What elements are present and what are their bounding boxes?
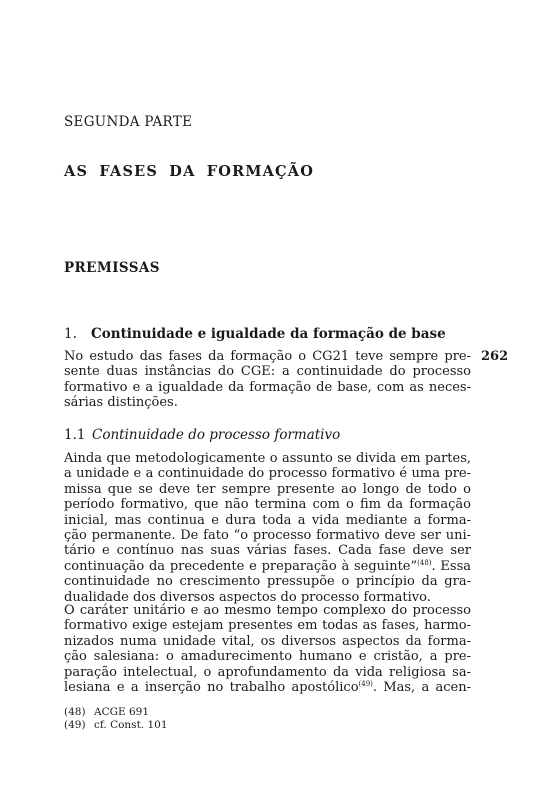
text-line: O caráter unitário e ao mesmo tempo complexo do processo [64,603,471,618]
text-line: Ainda que metodologicamente o assunto se divida em partes, [64,451,471,466]
heading-1 [64,326,446,342]
text-line: sárias distinções. [64,395,178,411]
part-label: SEGUNDA PARTE [64,114,193,130]
text-line: dualidade dos diversos aspectos do processo formativo. [64,589,431,605]
heading-1-1-title: Continuidade do processo formativo [92,427,341,443]
text-line: período formativo, que não termina com o fim da formação [64,497,471,513]
text-line: continuidade no crescimento pressupõe o princípio da gra- [64,574,471,590]
text-line-part: . Essa [431,558,471,574]
heading-1-1 [64,427,340,443]
text-line: No estudo das fases da formação o CG21 teve sempre pre- [64,349,471,364]
paragraph-3 [64,603,471,695]
text-line: sente duas instâncias do CGE: a continuidade do processo [64,364,471,380]
footnote-text: ACGE 691 [94,706,150,718]
text-line: ção salesiana: o amadurecimento humano e cristão, a pre- [64,649,471,665]
footnote-ref-49: (49) [358,679,373,688]
footnote-49 [64,719,168,732]
heading-1-1-number: 1.1 [64,427,86,443]
text-line: a unidade e a continuidade do processo formativo é uma pre- [64,466,471,482]
text-line-part: lesiana e a inserção no trabalho apostólico [64,679,359,695]
paragraph-2 [64,451,471,605]
footnote-ref-48: (48) [417,558,432,567]
text-line-part: . Mas, a acen- [372,679,471,695]
footnote-48 [64,706,149,719]
footnote-number: (49) [64,719,86,731]
text-line [64,559,471,574]
heading-1-number: 1. [64,326,77,342]
text-line-part: continuação da precedente e preparação à seguinte” [64,558,418,574]
margin-number: 262 [481,349,509,364]
section-title: AS FASES DA FORMAÇÃO [64,163,315,180]
text-line: tário e contínuo nas suas várias fases. Cada fase deve ser [64,543,471,559]
text-line: ção permanente. De fato “o processo formativo deve ser uni- [64,527,471,543]
text-line: missa que se deve ter sempre presente ao longo de todo o [64,481,471,497]
footnote-text: cf. Const. 101 [94,719,168,731]
paragraph-1 [64,349,471,411]
text-line: formativo exige estejam presentes em todas as fases, harmo- [64,618,471,634]
heading-1-title: Continuidade e igualdade da formação de base [91,326,446,342]
text-line: nizados numa unidade vital, os diversos aspectos da forma- [64,633,471,649]
footnote-number: (48) [64,706,86,718]
premissas-heading: PREMISSAS [64,260,160,276]
text-line: formativo e a igualdade da formação de base, com as neces- [64,379,471,395]
text-line: paração intelectual, o aprofundamento da vida religiosa sa- [64,664,471,680]
text-line: inicial, mas continua e dura toda a vida mediante a forma- [64,512,471,528]
text-line [64,680,471,695]
